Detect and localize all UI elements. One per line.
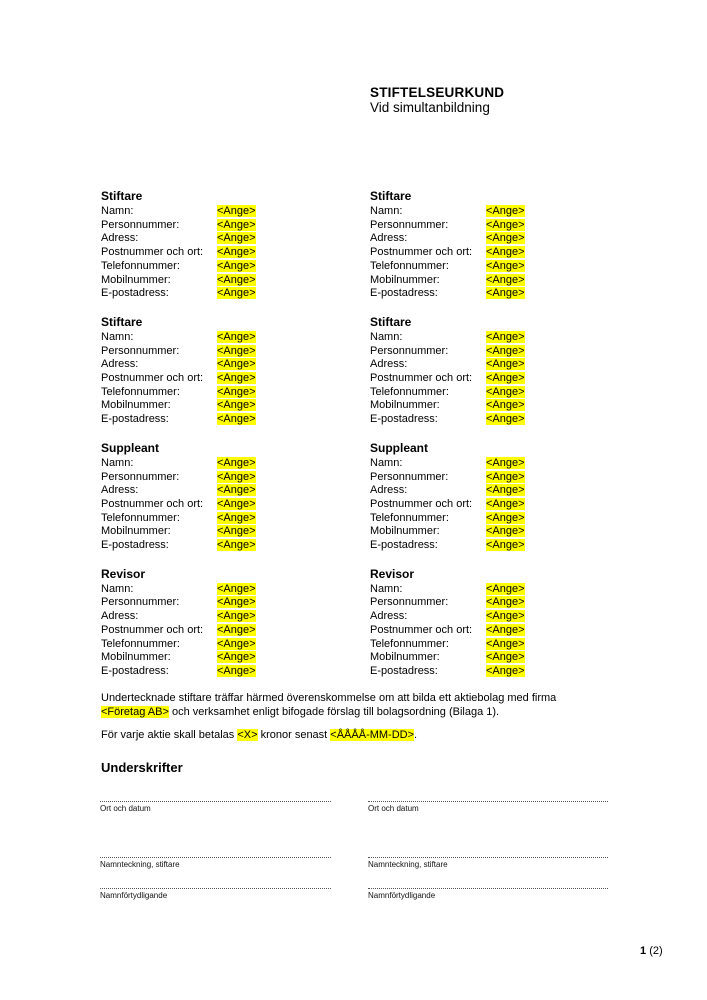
field-row [101,413,370,427]
field-value-placeholder[interactable]: <Ange> [486,232,525,245]
field-value-placeholder[interactable]: <Ange> [217,470,256,483]
party-block-suppleant-5 [101,440,370,553]
field-label: Adress: [101,358,139,371]
signatures-heading: Underskrifter [101,760,183,775]
field-value-placeholder[interactable]: <Ange> [217,596,256,609]
field-value-placeholder[interactable]: <Ange> [486,399,525,412]
field-row [101,205,370,219]
signature-group [100,888,331,900]
field-label: Telefonnummer: [370,511,449,524]
field-value-placeholder[interactable]: <Ange> [486,330,525,343]
field-value-placeholder[interactable]: <Ange> [486,539,525,552]
field-label: Personnummer: [101,344,180,357]
field-value-placeholder[interactable]: <Ange> [217,330,256,343]
field-label: Personnummer: [101,470,180,483]
field-value-placeholder[interactable]: <Ange> [217,273,256,286]
field-row [101,246,370,260]
field-label: Postnummer och ort: [370,372,473,385]
field-label: Namn: [370,582,403,595]
field-row [101,665,370,679]
field-label: Personnummer: [370,596,449,609]
payment-text-before: För varje aktie skall betalas [101,729,238,741]
party-block-stiftare-2 [370,188,639,301]
field-row [101,386,370,400]
party-blocks-grid [101,188,639,679]
field-label: Postnummer och ort: [101,497,204,510]
field-label: Namn: [101,456,134,469]
field-value-placeholder[interactable]: <Ange> [486,344,525,357]
field-row [101,287,370,301]
field-row [370,539,639,553]
signature-caption: Namnteckning, stiftare [368,860,448,869]
signature-caption: Ort och datum [368,804,419,813]
field-value-placeholder[interactable]: <Ange> [217,205,256,217]
field-value-placeholder[interactable]: <Ange> [217,637,256,650]
field-value-placeholder[interactable]: <Ange> [486,273,525,286]
field-label: Mobilnummer: [370,651,440,664]
field-value-placeholder[interactable]: <Ange> [217,399,256,412]
signature-group [100,857,331,888]
field-label: Telefonnummer: [101,259,180,272]
field-label: Mobilnummer: [101,273,171,286]
field-row [370,610,639,624]
field-value-placeholder[interactable]: <Ange> [217,582,256,595]
field-label: Adress: [101,484,139,497]
document-subtitle: Vid simultanbildning [370,99,490,115]
date-placeholder[interactable]: <ÅÅÅÅ-MM-DD> [330,729,415,741]
party-block-stiftare-3 [101,314,370,427]
field-label: Adress: [370,232,408,245]
field-value-placeholder[interactable]: <Ange> [217,413,256,426]
page-number-current: 1 [640,945,647,957]
field-row [101,232,370,246]
field-label: Adress: [101,610,139,623]
field-row [370,665,639,679]
field-label: Postnummer och ort: [370,623,473,636]
field-row [101,345,370,359]
field-label: Mobilnummer: [101,525,171,538]
party-block-heading: Revisor [370,566,415,581]
field-row [370,651,639,665]
field-label: E-postadress: [101,539,169,552]
field-label: Mobilnummer: [101,399,171,412]
field-row [370,484,639,498]
field-value-placeholder[interactable]: <Ange> [486,385,525,398]
signature-caption: Namnförtydligande [368,891,436,900]
field-row [370,457,639,471]
field-row [101,457,370,471]
field-row [101,484,370,498]
field-row [370,512,639,526]
field-row [101,624,370,638]
payment-paragraph [101,728,616,742]
field-value-placeholder[interactable]: <Ange> [217,651,256,664]
signature-grid [100,801,608,900]
field-value-placeholder[interactable]: <Ange> [217,484,256,497]
party-block-heading: Revisor [101,566,146,581]
party-block-suppleant-6 [370,440,639,553]
field-row [101,219,370,233]
field-value-placeholder[interactable]: <Ange> [217,246,256,259]
field-label: Personnummer: [101,596,180,609]
field-value-placeholder[interactable]: <Ange> [217,218,256,231]
field-row [370,358,639,372]
field-label: Telefonnummer: [370,385,449,398]
field-row [101,596,370,610]
signature-caption: Ort och datum [100,804,151,813]
field-label: Namn: [101,330,134,343]
company-name-placeholder[interactable]: <Företag AB> [101,706,169,718]
field-label: Personnummer: [101,218,180,231]
field-row [370,260,639,274]
payment-text-between: kronor senast [257,729,331,741]
field-value-placeholder[interactable]: <Ange> [486,497,525,510]
field-row [101,274,370,288]
field-label: Postnummer och ort: [370,246,473,259]
party-block-heading: Stiftare [101,189,143,203]
field-row [370,413,639,427]
field-row [370,232,639,246]
field-row [101,539,370,553]
agreement-text-line2: och verksamhet enligt bifogade förslag till bolagsordning (Bilaga 1). [168,706,500,718]
signature-column-2 [368,801,608,900]
field-value-placeholder[interactable]: <Ange> [217,511,256,524]
party-block-heading: Suppleant [370,440,429,455]
signature-group [368,857,608,888]
signature-caption: Namnförtydligande [100,891,168,900]
field-label: Personnummer: [370,470,449,483]
field-value-placeholder[interactable]: <Ange> [486,610,525,623]
field-row [101,610,370,624]
field-value-placeholder[interactable]: <Ange> [486,484,525,497]
field-value-placeholder[interactable]: <Ange> [486,664,525,677]
party-block-revisor-8 [370,566,639,679]
field-label: Adress: [370,358,408,371]
field-row [101,399,370,413]
field-value-placeholder[interactable]: <Ange> [486,470,525,483]
field-value-placeholder[interactable]: <Ange> [217,525,256,538]
field-row [101,372,370,386]
field-label: Mobilnummer: [370,273,440,286]
document-title: STIFTELSEURKUND [370,85,505,100]
field-row [101,651,370,665]
field-value-placeholder[interactable]: <Ange> [486,623,525,636]
field-value-placeholder[interactable]: <Ange> [217,623,256,636]
field-row [370,274,639,288]
signature-group [100,801,331,857]
field-row [370,205,639,219]
field-row [370,345,639,359]
field-row [370,246,639,260]
field-label: Personnummer: [370,344,449,357]
field-value-placeholder[interactable]: <Ange> [486,246,525,259]
field-row [101,358,370,372]
agreement-paragraph [101,691,616,719]
field-label: Adress: [370,610,408,623]
field-value-placeholder[interactable]: <Ange> [486,651,525,664]
field-label: Namn: [101,205,134,217]
field-row [370,624,639,638]
field-label: Personnummer: [370,218,449,231]
field-value-placeholder[interactable]: <Ange> [486,525,525,538]
field-row [370,386,639,400]
field-value-placeholder[interactable]: <Ange> [486,372,525,385]
field-value-placeholder[interactable]: <Ange> [486,413,525,426]
field-label: Namn: [370,205,403,217]
field-value-placeholder[interactable]: <Ange> [486,637,525,650]
signature-group [368,888,608,900]
field-value-placeholder[interactable]: <Ange> [217,259,256,272]
field-label: Mobilnummer: [101,651,171,664]
party-block-stiftare-1 [101,188,370,301]
field-row [101,638,370,652]
field-row [101,583,370,597]
signature-group [368,801,608,857]
field-label: Postnummer och ort: [370,497,473,510]
party-block-stiftare-4 [370,314,639,427]
field-label: Telefonnummer: [101,637,180,650]
field-value-placeholder[interactable]: <Ange> [217,539,256,552]
field-value-placeholder[interactable]: <Ange> [486,596,525,609]
field-value-placeholder[interactable]: <Ange> [486,218,525,231]
field-label: Postnummer och ort: [101,246,204,259]
field-row [101,471,370,485]
party-block-heading: Stiftare [370,314,412,329]
field-label: Telefonnummer: [370,637,449,650]
field-label: Telefonnummer: [101,385,180,398]
field-row [370,399,639,413]
field-label: E-postadress: [101,413,169,426]
field-value-placeholder[interactable]: <Ange> [217,497,256,510]
field-row [370,287,639,301]
field-value-placeholder[interactable]: <Ange> [217,287,256,300]
party-block-heading: Stiftare [370,189,412,203]
field-row [101,260,370,274]
field-value-placeholder[interactable]: <Ange> [486,582,525,595]
field-row [101,498,370,512]
signature-column-1 [100,801,331,900]
field-row [101,525,370,539]
field-label: E-postadress: [101,287,169,300]
field-value-placeholder[interactable]: <Ange> [217,372,256,385]
field-row [370,219,639,233]
field-label: Mobilnummer: [370,525,440,538]
party-block-revisor-7 [101,566,370,679]
field-row [370,638,639,652]
field-label: Telefonnummer: [101,511,180,524]
field-value-placeholder[interactable]: <Ange> [217,344,256,357]
field-value-placeholder[interactable]: <Ange> [486,358,525,371]
field-row [101,512,370,526]
field-row [370,498,639,512]
field-label: Namn: [101,582,134,595]
field-value-placeholder[interactable]: <Ange> [217,358,256,371]
field-value-placeholder[interactable]: <Ange> [486,259,525,272]
field-label: E-postadress: [370,413,438,426]
field-value-placeholder[interactable]: <Ange> [217,664,256,677]
field-row [370,525,639,539]
field-value-placeholder[interactable]: <Ange> [217,610,256,623]
field-label: Namn: [370,456,403,469]
field-value-placeholder[interactable]: <Ange> [486,511,525,524]
field-label: E-postadress: [370,664,438,677]
signature-caption: Namnteckning, stiftare [100,860,180,869]
field-label: Postnummer och ort: [101,623,204,636]
field-row [370,372,639,386]
field-row [370,471,639,485]
field-row [101,331,370,345]
field-value-placeholder[interactable]: <Ange> [486,287,525,300]
party-block-heading: Suppleant [101,440,160,455]
field-value-placeholder[interactable]: <Ange> [217,385,256,398]
field-label: Adress: [370,484,408,497]
field-label: Mobilnummer: [370,399,440,412]
field-value-placeholder[interactable]: <Ange> [486,456,525,469]
amount-placeholder[interactable]: <X> [237,729,258,741]
field-row [370,583,639,597]
agreement-text-line1: Undertecknade stiftare träffar härmed överenskommelse om att bilda ett aktiebolag med firma [101,692,557,704]
document-header [370,86,504,115]
party-block-heading: Stiftare [101,314,143,329]
page-number [640,945,663,957]
field-label: Adress: [101,232,139,245]
field-label: Telefonnummer: [370,259,449,272]
field-row [370,596,639,610]
field-label: Namn: [370,330,403,343]
field-value-placeholder[interactable]: <Ange> [217,232,256,245]
page-number-total: (2) [649,945,663,957]
field-label: E-postadress: [101,664,169,677]
field-label: Postnummer och ort: [101,372,204,385]
field-value-placeholder[interactable]: <Ange> [486,205,525,217]
payment-text-after: . [414,729,418,741]
field-row [370,331,639,345]
field-label: E-postadress: [370,287,438,300]
field-value-placeholder[interactable]: <Ange> [217,456,256,469]
field-label: E-postadress: [370,539,438,552]
